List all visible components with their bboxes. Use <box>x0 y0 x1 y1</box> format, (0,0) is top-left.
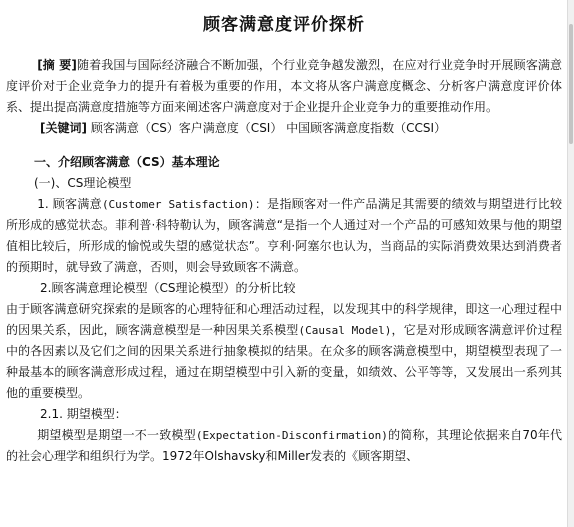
item1-prefix: 1. 顾客满意 <box>37 197 102 211</box>
item1-text: ：是指顾客对一件产品满足其需要的绩效与期望进行比较所形成的感觉状态。菲利普·科特勒认为，顾客满意“是指一个人通过对一个产品的可感知效果与他的期望值相比较后，所形成的愉悦或失望的感觉状态”。亨利·阿塞尔也认为，当商品的实际消费效果达到消费者的预期时，就导致了满意，否则，则会导致顾客不满意。 <box>6 197 562 274</box>
abstract-paragraph <box>6 55 562 118</box>
item1-paragraph <box>6 194 562 278</box>
scrollbar-thumb[interactable] <box>569 24 573 144</box>
subsection-heading: (一)、CS理论模型 <box>34 176 132 190</box>
item2-heading: 2.顾客满意理论模型（CS理论模型）的分析比较 <box>40 281 296 295</box>
item21-text-after: 的简称，其理论依据来自70年代的社会心理学和组织行为学。1972年Olshavsky和Miller发表的《顾客期望、 <box>6 428 562 463</box>
abstract-text: 随着我国与国际经济融合不断加强，个行业竞争越发激烈，在应对行业竞争时开展顾客满意度评价对于企业竞争力的提升有着极为重要的作用，本文将从客户满意度概念、分析客户满意度评价体系、提出提高满意度措施等方面来阐述客户满意度对于企业提升企业竞争力的重要推动作用。 <box>6 58 562 114</box>
item21-heading: 2.1. 期望模型： <box>40 407 127 421</box>
paper-title: 顾客满意度评价探析 <box>203 15 365 35</box>
item21-term: (Expectation-Disconfirmation) <box>195 429 388 442</box>
vertical-scrollbar[interactable] <box>567 0 574 527</box>
item2-text-before: 由于顾客满意研究探索的是顾客的心理特征和心理活动过程，以发现其中的科学规律，即这一心理过程中的因果关系，因此，顾客满意模型是一种因果关系模型 <box>6 302 562 337</box>
item2-term: (Causal Model) <box>298 324 392 337</box>
item1-term: (Customer Satisfaction) <box>101 198 255 211</box>
keywords-line <box>6 118 562 139</box>
abstract-label: [摘 要] <box>37 58 77 72</box>
item2-paragraph <box>6 299 562 404</box>
section-heading: 一、介绍顾客满意（CS）基本理论 <box>34 155 220 169</box>
item2-text-after: ，它是对形成顾客满意评价过程中的各因素以及它们之间的因果关系进行抽象模拟的结果。在众多的顾客满意模型中，期望模型表现了一种最基本的顾客满意形成过程，通过在期望模型中引入新的变量，如绩效、公平等等，又发展出一系列其他的重要模型。 <box>6 323 562 400</box>
keywords-label: [关键词] <box>40 121 87 135</box>
item21-paragraph <box>6 425 562 467</box>
keywords-text: 顾客满意（CS）客户满意度（CSI） 中国顾客满意度指数（CCSI） <box>90 121 447 135</box>
item21-text-before: 期望模型是期望一不一致模型 <box>37 428 196 442</box>
